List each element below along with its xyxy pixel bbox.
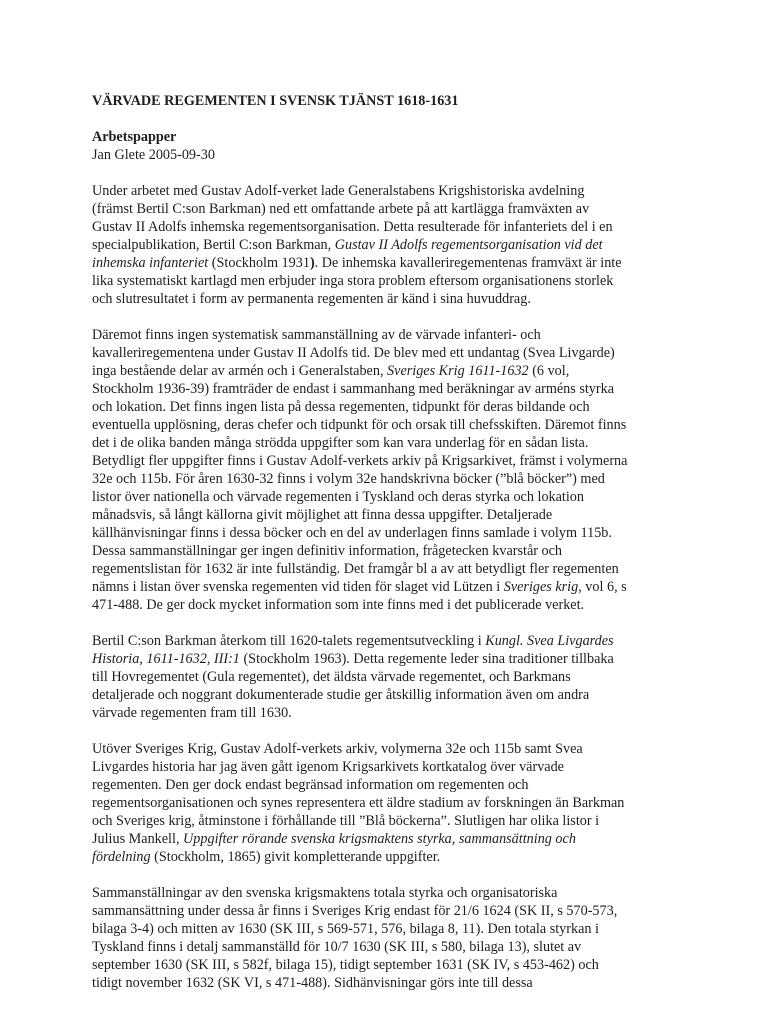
text-line	[92, 632, 692, 650]
text-line	[92, 704, 692, 722]
text-line	[92, 596, 692, 614]
text-line	[92, 650, 692, 668]
text-segment: lika systematiskt kartlagd men erbjuder inga stora problem eftersom organisationens storlek	[92, 273, 614, 289]
author-date: Jan Glete 2005-09-30	[92, 147, 215, 163]
text-segment: september 1630 (SK III, s 582f, bilaga 15), tidigt september 1631 (SK IV, s 453-462) och	[92, 957, 599, 973]
document-page	[92, 92, 692, 1010]
text-line	[92, 560, 692, 578]
text-segment: källhänvisningar finns i dessa böcker och en del av underlagen finns samlade i volym 115b.	[92, 525, 612, 541]
bold-text: )	[309, 255, 315, 271]
text-line	[92, 488, 692, 506]
text-segment: (Stockholm, 1865) givit kompletterande uppgifter.	[150, 849, 441, 865]
paragraph	[92, 326, 692, 614]
text-segment: nämns i listan över svenska regementen vid tiden för slaget vid Lützen i	[92, 579, 504, 595]
text-segment: kavalleriregementena under Gustav II Adolfs tid. De blev med ett undantag (Svea Livgarde)	[92, 345, 615, 361]
text-segment: Gustav II Adolfs inhemska regementsorganisation. Detta resulterade för infanteriets del i en	[92, 219, 613, 235]
text-segment: (6 vol,	[528, 363, 570, 379]
text-line	[92, 974, 692, 992]
text-segment: regementslistan för 1632 är inte fullständig. Det framgår bl a av att betydligt fler regementen	[92, 561, 619, 577]
text-segment: det i de olika banden många strödda uppgifter som kan vara underlag för en sådan lista.	[92, 435, 589, 451]
text-line	[92, 416, 692, 434]
text-segment: 471-488. De ger dock mycket information som inte finns med i det publicerade verket.	[92, 597, 585, 613]
text-line	[92, 200, 692, 218]
text-line	[92, 182, 692, 200]
italic-text: Historia, 1611-1632, III:1	[92, 651, 240, 667]
italic-text: Sveriges Krig 1611-1632	[387, 363, 529, 379]
text-line	[92, 506, 692, 524]
text-line	[92, 452, 692, 470]
text-line	[92, 578, 692, 596]
text-line	[92, 434, 692, 452]
text-segment: och slutresultatet i form av permanenta regementen är känd i sina huvuddrag.	[92, 291, 531, 307]
text-segment: , vol 6, s	[578, 579, 627, 595]
text-segment: Däremot finns ingen systematisk sammanställning av de värvade infanteri- och	[92, 327, 541, 343]
text-segment: listor över nationella och värvade regementen i Tyskland och deras styrka och lokation	[92, 489, 584, 505]
italic-text: fördelning	[92, 849, 151, 865]
text-segment: bilaga 3-4) och mitten av 1630 (SK III, s 569-571, 576, bilaga 8, 11). Den totala styrkan i	[92, 921, 599, 937]
text-segment: Utöver Sveriges Krig, Gustav Adolf-verkets arkiv, volymerna 32e och 115b samt Svea	[92, 741, 583, 757]
text-segment: Tyskland finns i detalj sammanställd för 10/7 1630 (SK III, s 580, bilaga 13), slutet av	[92, 939, 582, 955]
paragraph	[92, 884, 692, 992]
text-line	[92, 272, 692, 290]
italic-text: inhemska infanteriet	[92, 255, 209, 271]
text-line	[92, 668, 692, 686]
text-segment: Stockholm 1936-39) framträder de endast i sammanhang med beräkningar av arméns styrka	[92, 381, 615, 397]
paragraph	[92, 182, 692, 308]
text-segment: (	[208, 255, 217, 271]
text-line	[92, 470, 692, 488]
text-segment: och lokation. Det finns ingen lista på dessa regementen, tidpunkt för deras bildande och	[92, 399, 590, 415]
italic-text: Kungl. Svea Livgardes	[485, 633, 614, 649]
text-segment: Betydligt fler uppgifter finns i Gustav Adolf-verkets arkiv på Krigsarkivet, främst i volymerna	[92, 453, 628, 469]
text-segment: Under arbetet med Gustav Adolf-verket lade Generalstabens Krigshistoriska avdelning	[92, 183, 585, 199]
text-segment: regementen. Den ger dock endast begränsad information om regementen och	[92, 777, 529, 793]
text-segment: eventuella upplösning, deras chefer och tidpunkt för och orsak till chefsskiften. Däremot finns	[92, 417, 627, 433]
text-segment: detaljerade och noggrant dokumenterade studie ger åtskillig information även om andra	[92, 687, 590, 703]
italic-text: Gustav II Adolfs regementsorganisation vid det	[334, 237, 603, 253]
text-line	[92, 938, 692, 956]
text-segment: . De inhemska kavalleriregementenas framväxt är inte	[314, 255, 622, 271]
text-segment: Julius Mankell,	[92, 831, 184, 847]
text-segment: sammansättning under dessa år finns i Sveriges Krig endast för 21/6 1624 (SK II, s 570-573,	[92, 903, 618, 919]
text-segment: (Stockholm 1963). Detta regemente leder sina traditioner tillbaka	[239, 651, 614, 667]
text-line	[92, 794, 692, 812]
text-line	[92, 776, 692, 794]
document-body	[92, 182, 692, 992]
text-line	[92, 326, 692, 344]
text-line	[92, 542, 692, 560]
document-title: VÄRVADE REGEMENTEN I SVENSK TJÄNST 1618-1631	[92, 93, 459, 109]
text-line	[92, 884, 692, 902]
italic-text: Uppgifter rörande svenska krigsmaktens styrka, sammansättning och	[183, 831, 576, 847]
text-segment: Bertil C:son Barkman återkom till 1620-talets regementsutveckling i	[92, 633, 486, 649]
text-segment: 32e och 115b. För åren 1630-32 finns i volym 32e handskrivna böcker (”blå böcker”) med	[92, 471, 605, 487]
text-line	[92, 920, 692, 938]
text-line	[92, 290, 692, 308]
text-segment: Sammanställningar av den svenska krigsmaktens totala styrka och organisatoriska	[92, 885, 558, 901]
text-line	[92, 254, 692, 272]
text-line	[92, 344, 692, 362]
text-segment: Livgardes historia har jag även gått igenom Krigsarkivets kortkatalog över värvade	[92, 759, 564, 775]
paragraph	[92, 740, 692, 866]
text-segment: till Hovregementet (Gula regementet), det äldsta värvade regementet, och Barkmans	[92, 669, 571, 685]
text-line	[92, 740, 692, 758]
paragraph	[92, 632, 692, 722]
text-segment: tidigt november 1632 (SK VI, s 471-488). Sidhänvisningar görs inte till dessa	[92, 975, 533, 991]
text-line	[92, 686, 692, 704]
document-subtitle: Arbetspapper	[92, 129, 177, 145]
text-line	[92, 362, 692, 380]
italic-text: Sveriges krig	[503, 579, 579, 595]
text-segment: och Sveriges krig, åtminstone i förhållande till ”Blå böckerna”. Slutligen har olika listor i	[92, 813, 600, 829]
text-segment: (främst Bertil C:son Barkman) ned ett omfattande arbete på att kartlägga framväxten av	[92, 201, 590, 217]
text-line	[92, 830, 692, 848]
text-segment: Dessa sammanställningar ger ingen definitiv information, frågetecken kvarstår och	[92, 543, 562, 559]
text-segment: värvade regementen fram till 1630.	[92, 705, 292, 721]
text-segment: regementsorganisationen och synes representera ett äldre stadium av forskningen än Barkman	[92, 795, 625, 811]
text-segment: månadsvis, så långt källorna givit möjlighet att finna dessa uppgifter. Detaljerade	[92, 507, 553, 523]
text-line	[92, 812, 692, 830]
text-line	[92, 758, 692, 776]
text-line	[92, 398, 692, 416]
text-line	[92, 902, 692, 920]
text-line	[92, 380, 692, 398]
text-segment: Stockholm 1931	[216, 255, 310, 271]
text-line	[92, 956, 692, 974]
text-line	[92, 524, 692, 542]
text-segment: specialpublikation, Bertil C:son Barkman,	[92, 237, 335, 253]
text-segment: inga bestående delar av armén och i Generalstaben,	[92, 363, 388, 379]
text-line	[92, 848, 692, 866]
text-line	[92, 236, 692, 254]
text-line	[92, 218, 692, 236]
